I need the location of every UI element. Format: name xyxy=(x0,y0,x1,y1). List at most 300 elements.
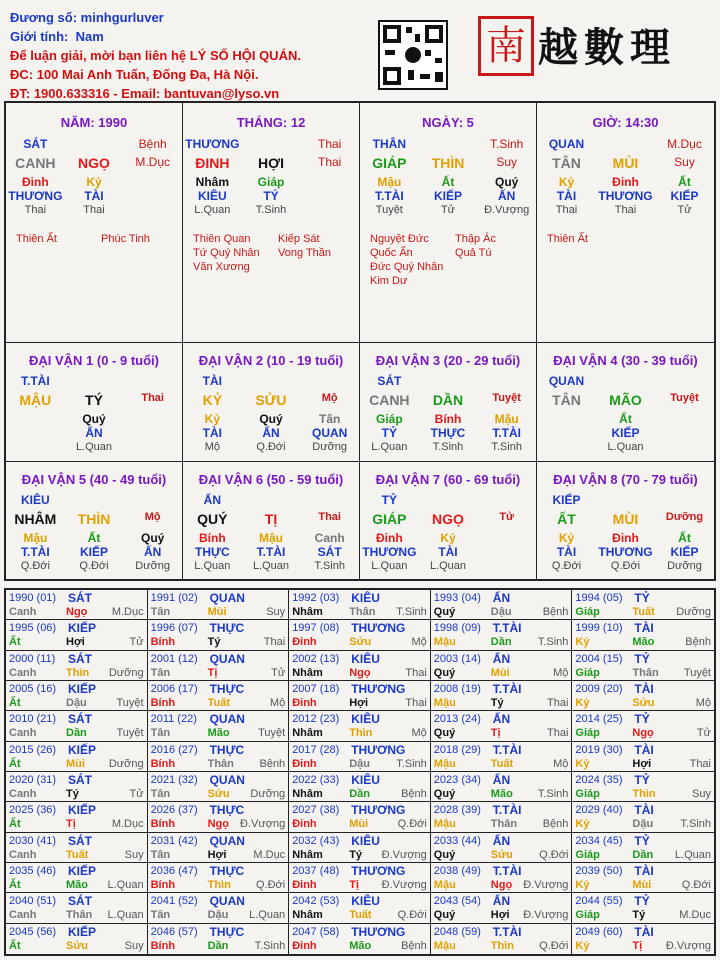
spacer xyxy=(65,137,124,151)
heavenly-stem: QUÝ xyxy=(197,511,228,527)
year-label: 2015 (26) xyxy=(9,743,57,756)
hidden-god: TỶ xyxy=(381,426,397,440)
year-stem: Kỷ xyxy=(575,879,590,891)
hidden-stem: Bính xyxy=(434,412,462,426)
year-label: 2021 (32) xyxy=(150,774,198,786)
year-branch: Hợi xyxy=(66,636,85,649)
year-cell[interactable] xyxy=(572,651,714,681)
ten-god-label: THƯƠNG xyxy=(185,137,240,151)
year-stem: Nhâm xyxy=(292,788,323,800)
earthly-branch: NGỌ xyxy=(78,155,110,171)
star-name: Kiếp Sát xyxy=(278,233,320,245)
year-label: 2043 (54) xyxy=(433,895,481,908)
stage-label: Suy xyxy=(674,155,695,169)
year-label: 2022 (33) xyxy=(292,774,340,786)
ten-god-label: KIÊU xyxy=(20,493,50,507)
year-branch: Thân xyxy=(66,909,93,922)
ten-god-label: SÁT xyxy=(23,137,48,151)
year-label: 2009 (20) xyxy=(575,683,623,695)
contact-line-1: Để luận giải, mời bạn liên hệ LÝ SỐ HỘI QUÁN. xyxy=(10,48,301,63)
year-label: 2020 (31) xyxy=(9,774,57,786)
year-cell[interactable] xyxy=(6,620,148,650)
year-branch: Tị xyxy=(207,666,218,679)
year-branch: Tý xyxy=(66,788,79,800)
hidden-stages-row xyxy=(6,441,182,453)
year-branch: Tuất xyxy=(490,757,514,770)
year-stem: Quý xyxy=(433,606,456,618)
year-cell[interactable] xyxy=(572,742,714,772)
year-label: 2019 (30) xyxy=(575,743,623,756)
hidden-stage: Q.Đới xyxy=(256,441,286,453)
pillar-stem-row xyxy=(183,155,359,171)
earthly-branch: NGỌ xyxy=(432,511,464,527)
year-cell[interactable] xyxy=(6,893,148,923)
year-stem: Quý xyxy=(433,909,456,922)
year-cell[interactable] xyxy=(6,742,148,772)
year-stage: Thai xyxy=(546,697,569,709)
year-ten-god: THƯƠNG xyxy=(351,682,406,696)
ten-god-label: T.TÀI xyxy=(20,374,50,388)
year-cell[interactable] xyxy=(289,681,431,711)
year-branch: Mão xyxy=(207,727,230,740)
year-cell[interactable] xyxy=(6,833,148,863)
contact-line-3[interactable]: ĐT: 1900.633316 - Email: bantuvan@lyso.vn xyxy=(10,86,280,101)
year-ten-god: THỰC xyxy=(209,864,245,878)
year-stage: Q.Đới xyxy=(255,879,286,891)
year-cell[interactable] xyxy=(148,802,290,832)
hidden-god: T.TÀI xyxy=(492,426,521,440)
hidden-stage xyxy=(477,560,536,572)
dai-van-1 xyxy=(6,343,183,462)
heavenly-stem: GIÁP xyxy=(372,511,407,527)
hidden-stem: Bính xyxy=(198,531,226,545)
year-label: 1992 (03) xyxy=(292,592,340,604)
hidden-god: QUAN xyxy=(311,426,348,440)
year-stem: Tân xyxy=(150,788,171,800)
ten-god-label: TÀI xyxy=(202,374,222,388)
hidden-stage: Tử xyxy=(677,204,692,216)
year-cell[interactable] xyxy=(148,772,290,802)
hidden-god: T.TÀI xyxy=(374,189,404,203)
year-stem: Bính xyxy=(150,818,176,831)
star-name: Đức Quý Nhân xyxy=(370,261,444,273)
hidden-god: KIẾP xyxy=(670,545,699,559)
year-branch: Sửu xyxy=(66,939,89,952)
year-cell[interactable] xyxy=(6,711,148,741)
year-stage: Bệnh xyxy=(401,788,427,800)
stage-label: Tuyệt xyxy=(492,392,521,404)
year-cell[interactable] xyxy=(148,711,290,741)
year-branch: Dậu xyxy=(349,757,370,770)
hidden-god xyxy=(6,426,65,440)
hidden-stage xyxy=(655,441,714,453)
star-name: Quốc Ấn xyxy=(370,247,413,259)
year-stem: Mậu xyxy=(433,636,456,649)
hidden-god xyxy=(655,426,714,440)
hidden-stage: Dưỡng xyxy=(135,560,171,572)
year-branch: Tý xyxy=(490,697,504,709)
year-stem: Đinh xyxy=(292,879,317,891)
year-ten-god: ẤN xyxy=(492,773,511,787)
earthly-branch: MÙI xyxy=(612,155,639,171)
year-cell[interactable] xyxy=(572,772,714,802)
hidden-stem xyxy=(537,412,596,426)
earthly-branch: TỊ xyxy=(264,511,278,527)
stage-label: T.Sinh xyxy=(489,137,524,151)
year-stem: Ất xyxy=(9,879,21,891)
ten-god-label: QUAN xyxy=(548,137,585,151)
year-cell[interactable] xyxy=(572,681,714,711)
year-stage: Q.Đới xyxy=(397,818,427,831)
hidden-stems-row xyxy=(360,175,536,189)
hidden-stage: T.Sinh xyxy=(255,204,287,216)
year-branch: Mùi xyxy=(66,757,85,770)
year-ten-god: KIÊU xyxy=(351,712,380,727)
year-label: 2046 (57) xyxy=(150,925,198,938)
year-branch: Tý xyxy=(207,636,221,649)
year-ten-god: T.TÀI xyxy=(492,621,522,636)
hidden-stem: Ất xyxy=(678,175,691,189)
owner-line: Đương số: minhgurluver xyxy=(10,10,164,25)
year-cell[interactable] xyxy=(431,620,573,650)
year-stem: Giáp xyxy=(575,727,600,740)
year-cell[interactable] xyxy=(431,651,573,681)
year-cell[interactable] xyxy=(289,772,431,802)
year-ten-god: ẤN xyxy=(492,894,511,909)
year-branch: Dậu xyxy=(490,606,512,618)
hidden-stems-row xyxy=(537,531,714,545)
year-stage: T.Sinh xyxy=(537,788,569,800)
hidden-stem: Canh xyxy=(314,531,345,545)
qr-code-icon[interactable] xyxy=(378,20,448,90)
year-stem: Quý xyxy=(433,666,456,679)
pillar-stem-row xyxy=(6,155,182,171)
year-stem: Tân xyxy=(150,606,171,618)
year-stage: M.Dục xyxy=(111,606,144,618)
earthly-branch: THÌN xyxy=(431,155,465,171)
pillar-god-row xyxy=(6,137,182,151)
dai-van-title: ĐẠI VẬN 2 (10 - 19 tuổi) xyxy=(198,353,344,368)
year-ten-god: TỶ xyxy=(634,712,650,727)
year-cell[interactable] xyxy=(572,924,714,954)
year-branch: Dần xyxy=(349,788,370,800)
year-stem: Mậu xyxy=(433,757,456,770)
year-stem: Giáp xyxy=(575,606,600,618)
seal-stamp: 南 xyxy=(478,16,534,76)
year-branch: Hợi xyxy=(207,848,227,861)
year-ten-god: TỶ xyxy=(634,591,650,605)
hidden-stem: Kỷ xyxy=(558,531,575,545)
year-branch: Mùi xyxy=(349,818,369,831)
year-label: 2014 (25) xyxy=(575,713,623,726)
heavenly-stem: TÂN xyxy=(552,155,581,171)
year-branch: Hợi xyxy=(632,757,652,770)
hidden-gods-row xyxy=(6,426,182,440)
year-ten-god: THỰC xyxy=(209,742,245,757)
year-ten-god: TỶ xyxy=(634,773,650,787)
year-cell[interactable] xyxy=(6,772,148,802)
hidden-stem xyxy=(6,412,65,426)
year-branch: Thìn xyxy=(66,666,90,679)
year-stem: Ất xyxy=(9,757,21,770)
year-cell[interactable] xyxy=(572,711,714,741)
year-stem: Tân xyxy=(150,909,171,922)
stage-label: Dưỡng xyxy=(665,511,704,523)
dai-van-3 xyxy=(360,343,537,462)
year-cell[interactable] xyxy=(148,863,290,893)
earthly-branch: TÝ xyxy=(85,392,103,408)
year-stage: Tử xyxy=(696,727,711,740)
hidden-stage: L.Quan xyxy=(75,441,113,453)
year-cell[interactable] xyxy=(431,681,573,711)
heavenly-stem: ĐINH xyxy=(195,155,230,171)
spacer xyxy=(596,137,655,151)
year-stage: Tử xyxy=(271,666,286,679)
year-cell[interactable] xyxy=(431,893,573,923)
dai-van-god-row xyxy=(183,374,359,388)
gender-line: Giới tính: Nam xyxy=(10,29,104,44)
hidden-stage xyxy=(537,441,596,453)
year-cell[interactable] xyxy=(431,802,573,832)
star-name xyxy=(455,260,536,274)
year-cell[interactable] xyxy=(148,590,290,620)
stage-label: Mộ xyxy=(321,392,338,404)
year-cell[interactable] xyxy=(6,681,148,711)
hidden-stage: Dưỡng xyxy=(312,441,348,453)
dai-van-god-row xyxy=(360,493,536,507)
year-label: 2026 (37) xyxy=(150,804,198,817)
year-ten-god: SÁT xyxy=(68,833,92,848)
year-cell[interactable] xyxy=(572,590,714,620)
year-ten-god: ẤN xyxy=(492,712,511,727)
special-stars xyxy=(547,232,714,246)
year-branch: Tuất xyxy=(349,909,372,922)
year-branch: Mùi xyxy=(207,606,227,618)
year-label: 2024 (35) xyxy=(575,774,623,786)
year-label: 2030 (41) xyxy=(9,834,57,847)
hidden-gods-row xyxy=(360,426,536,440)
year-cell[interactable] xyxy=(6,590,148,620)
year-branch: Thìn xyxy=(349,727,373,740)
year-ten-god: THƯƠNG xyxy=(351,864,406,878)
year-ten-god: KIÊU xyxy=(351,833,380,848)
year-ten-god: T.TÀI xyxy=(492,742,522,757)
year-cell[interactable] xyxy=(572,802,714,832)
year-cell[interactable] xyxy=(148,742,290,772)
year-ten-god: QUAN xyxy=(209,651,245,666)
pillar-4 xyxy=(537,103,714,343)
hidden-gods-row xyxy=(537,426,714,440)
year-branch: Mão xyxy=(349,939,372,952)
dai-van-title: ĐẠI VẬN 1 (0 - 9 tuổi) xyxy=(28,353,159,368)
hidden-stages-row xyxy=(360,560,536,572)
year-cell[interactable] xyxy=(6,802,148,832)
year-cell[interactable] xyxy=(572,620,714,650)
hidden-stage: L.Quan xyxy=(429,560,467,572)
year-stage: Dưỡng xyxy=(108,757,144,770)
star-name: Thiên Ất xyxy=(16,233,57,245)
year-stem: Tân xyxy=(150,666,171,679)
year-cell[interactable] xyxy=(289,620,431,650)
star-name: Quả Tú xyxy=(455,247,492,259)
earthly-branch: THÌN xyxy=(77,511,111,527)
hidden-stems-row xyxy=(537,175,714,189)
year-cell[interactable] xyxy=(148,681,290,711)
year-cell[interactable] xyxy=(572,863,714,893)
year-branch: Tuất xyxy=(632,606,655,618)
hidden-god: THƯƠNG xyxy=(8,189,63,203)
special-stars xyxy=(16,232,182,246)
year-stage: Thai xyxy=(405,697,427,709)
year-stage: Suy xyxy=(266,606,286,618)
stage-label: M.Dục xyxy=(135,155,170,169)
stage-label: Thai xyxy=(317,155,342,169)
year-cell[interactable] xyxy=(289,742,431,772)
year-stage: Tuyệt xyxy=(258,727,286,740)
year-branch: Mùi xyxy=(490,666,510,679)
spacer xyxy=(419,137,478,151)
year-stage: L.Quan xyxy=(107,879,144,891)
year-label: 2028 (39) xyxy=(433,804,481,817)
year-cell[interactable] xyxy=(431,924,573,954)
ten-god-label: KIẾP xyxy=(552,493,581,507)
year-branch: Ngọ xyxy=(349,666,371,679)
pillar-stem-row xyxy=(360,155,536,171)
year-stem: Đinh xyxy=(292,757,317,770)
hidden-stages-row xyxy=(6,204,182,216)
year-cell[interactable] xyxy=(431,863,573,893)
year-ten-god: KIÊU xyxy=(351,894,380,909)
year-label: 2041 (52) xyxy=(150,895,198,908)
hidden-god: THƯƠNG xyxy=(362,545,417,559)
year-cell[interactable] xyxy=(431,590,573,620)
year-branch: Tị xyxy=(66,818,76,831)
hidden-stages-row xyxy=(183,441,359,453)
year-cell[interactable] xyxy=(148,620,290,650)
hidden-god: KIẾP xyxy=(79,545,108,559)
year-stem: Quý xyxy=(433,848,456,861)
year-stem: Canh xyxy=(9,909,37,922)
year-cell[interactable] xyxy=(572,833,714,863)
year-cell[interactable] xyxy=(148,651,290,681)
year-ten-god: SÁT xyxy=(68,894,92,909)
year-label: 2001 (12) xyxy=(150,652,198,665)
hidden-stem: Kỷ xyxy=(86,175,102,189)
year-stage: Bệnh xyxy=(542,818,569,831)
hidden-gods-row xyxy=(6,545,182,559)
hidden-stem: Ất xyxy=(441,175,455,189)
year-stage: Đ.Vượng xyxy=(240,818,286,831)
dai-van-title: ĐẠI VẬN 5 (40 - 49 tuổi) xyxy=(21,472,167,487)
year-cell[interactable] xyxy=(289,802,431,832)
hidden-stage: L.Quan xyxy=(252,560,290,572)
hidden-stages-row xyxy=(537,204,714,216)
year-branch: Mão xyxy=(66,879,88,891)
star-name: Thiên Ất xyxy=(547,233,588,245)
year-stem: Kỷ xyxy=(575,757,590,770)
year-cell[interactable] xyxy=(289,924,431,954)
year-label: 2034 (45) xyxy=(575,834,623,847)
year-label: 2044 (55) xyxy=(575,895,623,908)
year-cell[interactable] xyxy=(148,924,290,954)
hidden-stems-row xyxy=(6,175,182,189)
hidden-stages-row xyxy=(360,204,536,216)
year-ten-god: TỶ xyxy=(634,833,650,848)
year-branch: Hợi xyxy=(490,909,510,922)
dai-van-8 xyxy=(537,462,714,579)
year-cell[interactable] xyxy=(431,742,573,772)
year-branch: Ngọ xyxy=(632,727,654,740)
year-stage: Mộ xyxy=(695,697,711,709)
year-stem: Canh xyxy=(9,606,37,618)
hidden-stage: L.Quan xyxy=(194,204,231,216)
hidden-stem xyxy=(123,412,182,426)
year-cell[interactable] xyxy=(572,893,714,923)
year-stage: Tử xyxy=(129,636,144,649)
year-cell[interactable] xyxy=(289,833,431,863)
year-stem: Bính xyxy=(150,697,176,709)
hidden-god: TÝ xyxy=(263,189,279,203)
year-cell[interactable] xyxy=(148,893,290,923)
year-stem: Kỷ xyxy=(575,818,590,831)
hidden-stem: Tân xyxy=(318,412,341,426)
year-stem: Kỷ xyxy=(575,939,590,952)
year-cell[interactable] xyxy=(289,651,431,681)
year-cell[interactable] xyxy=(6,863,148,893)
year-cell[interactable] xyxy=(289,863,431,893)
year-stem: Tân xyxy=(150,727,171,740)
year-cell[interactable] xyxy=(431,833,573,863)
ten-god-label: QUAN xyxy=(548,374,585,388)
stage-label: Tuyệt xyxy=(670,392,699,404)
year-cell[interactable] xyxy=(289,590,431,620)
year-cell[interactable] xyxy=(148,833,290,863)
hidden-stage: L.Quan xyxy=(607,441,644,453)
year-stem: Canh xyxy=(9,666,37,679)
year-ten-god: ẤN xyxy=(492,833,511,848)
spacer xyxy=(242,137,301,151)
year-label: 2002 (13) xyxy=(292,652,340,665)
dai-van-title: ĐẠI VẬN 8 (70 - 79 tuổi) xyxy=(553,472,698,487)
heavenly-stem: CANH xyxy=(15,155,56,171)
hidden-stage: Tử xyxy=(440,204,456,216)
year-label: 2037 (48) xyxy=(292,865,340,877)
year-cell[interactable] xyxy=(289,711,431,741)
hidden-stages-row xyxy=(537,560,714,572)
year-ten-god: KIẾP xyxy=(68,864,97,878)
hidden-stage: T.Sinh xyxy=(491,441,522,453)
earthly-branch: SỬU xyxy=(255,392,287,408)
hidden-god: T.TÀI xyxy=(256,545,286,559)
year-cell[interactable] xyxy=(6,651,148,681)
hidden-god xyxy=(477,545,536,559)
year-stage: L.Quan xyxy=(107,909,144,922)
year-stem: Nhâm xyxy=(292,666,323,679)
pillar-title: NĂM: 1990 xyxy=(60,115,128,130)
year-cell[interactable] xyxy=(431,711,573,741)
year-cell[interactable] xyxy=(6,924,148,954)
year-label: 2027 (38) xyxy=(292,804,340,817)
hidden-god: SÁT xyxy=(317,545,342,559)
star-name: Tứ Quý Nhân xyxy=(193,247,260,259)
pillar-god-row xyxy=(183,137,359,151)
year-cell[interactable] xyxy=(289,893,431,923)
dai-van-4 xyxy=(537,343,714,462)
year-label: 1993 (04) xyxy=(433,592,481,604)
year-cell[interactable] xyxy=(431,772,573,802)
year-stage: Mộ xyxy=(269,697,286,709)
heavenly-stem: TÂN xyxy=(552,392,581,408)
